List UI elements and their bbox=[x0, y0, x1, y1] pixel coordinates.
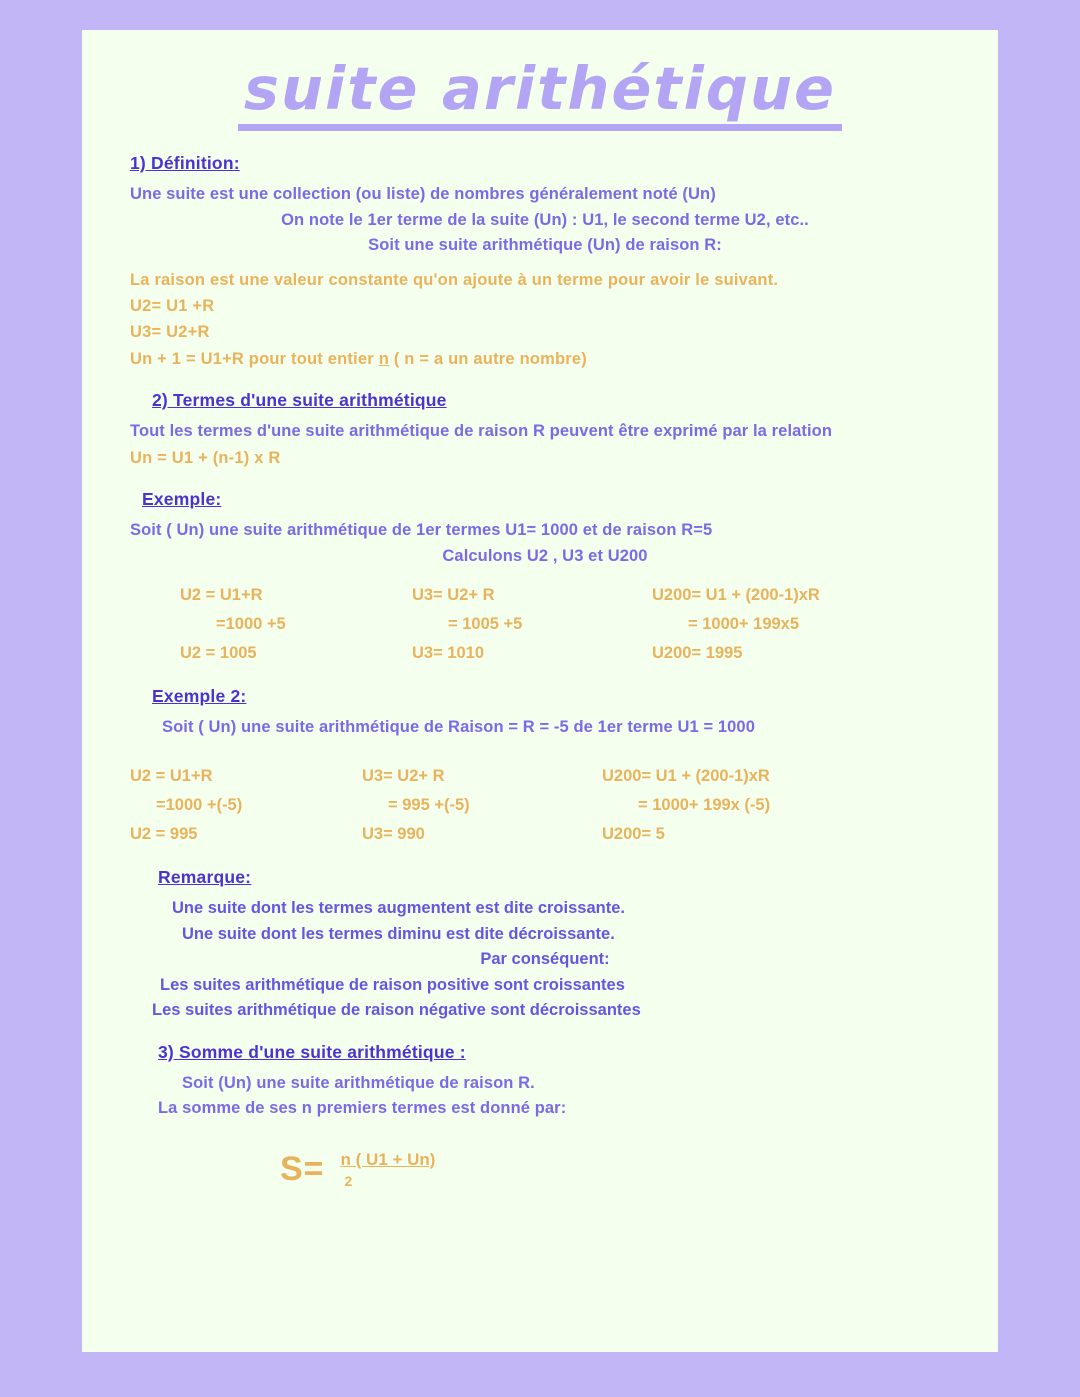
section-1-formula-un-part-a: Un + 1 = U1+R pour tout entier bbox=[130, 349, 379, 368]
remark-line-4: Les suites arithmétique de raison positive sont croissantes bbox=[160, 975, 625, 994]
example-2-col-u2 bbox=[130, 762, 362, 849]
example-1-u2-line-3: U2 = 1005 bbox=[180, 644, 257, 663]
example-2-line-1: Soit ( Un) une suite arithmétique de Raison = R = -5 de 1er terme U1 = 1000 bbox=[162, 717, 755, 736]
note-body bbox=[82, 153, 998, 1191]
example-2-u3-line-1: U3= U2+ R bbox=[362, 767, 445, 786]
example-1-col-u200 bbox=[652, 581, 820, 668]
section-1-line-3: Soit une suite arithmétique (Un) de raison R: bbox=[368, 236, 722, 255]
section-2-heading: 2) Termes d'une suite arithmétique bbox=[152, 390, 447, 411]
example-1-u2-line-1: U2 = U1+R bbox=[180, 586, 263, 605]
example-1-line-1: Soit ( Un) une suite arithmétique de 1er termes U1= 1000 et de raison R=5 bbox=[130, 521, 713, 540]
section-3-line-2: La somme de ses n premiers termes est donné par: bbox=[158, 1099, 567, 1118]
page-title: suite arithétique bbox=[238, 58, 842, 131]
example-1-line-2: Calculons U2 , U3 et U200 bbox=[442, 546, 648, 565]
section-1-formula-un-part-c: ( n = a un autre nombre) bbox=[388, 349, 587, 368]
example-1-u200-line-3: U200= 1995 bbox=[652, 644, 743, 663]
section-3-line-1: Soit (Un) une suite arithmétique de raison R. bbox=[182, 1073, 535, 1092]
example-2-u3-line-2: = 995 +(-5) bbox=[388, 796, 470, 815]
sum-formula-fraction bbox=[341, 1148, 436, 1191]
example-1-u3-line-3: U3= 1010 bbox=[412, 644, 485, 663]
sum-formula-denominator: 2 bbox=[344, 1172, 353, 1189]
example-2-col-u200 bbox=[602, 762, 770, 849]
example-2-u2-line-2: =1000 +(-5) bbox=[156, 796, 243, 815]
title-container bbox=[82, 30, 998, 131]
example-2-u200-line-2: = 1000+ 199x (-5) bbox=[638, 796, 771, 815]
example-2-u2-line-1: U2 = U1+R bbox=[130, 767, 213, 786]
section-1-formula-u2: U2= U1 +R bbox=[130, 297, 215, 316]
sum-formula-numerator: n ( U1 + Un) bbox=[340, 1150, 436, 1170]
section-1-line-2: On note le 1er terme de la suite (Un) : U1, le second terme U2, etc.. bbox=[281, 210, 809, 229]
example-1-col-u2 bbox=[130, 581, 412, 668]
sum-formula-label: S= bbox=[280, 1150, 325, 1189]
remark-line-3: Par conséquent: bbox=[480, 950, 610, 969]
example-2-columns bbox=[130, 762, 960, 849]
example-2-col-u3 bbox=[362, 762, 602, 849]
section-2-line-1: Tout les termes d'une suite arithmétique de raison R peuvent être exprimé par la relation bbox=[130, 422, 833, 441]
example-1-col-u3 bbox=[412, 581, 652, 668]
remark-line-1: Une suite dont les termes augmentent est dite croissante. bbox=[172, 899, 625, 918]
note-page bbox=[82, 30, 998, 1352]
remark-line-2: Une suite dont les termes diminu est dite décroissante. bbox=[182, 924, 615, 943]
example-1-u3-line-2: = 1005 +5 bbox=[448, 615, 523, 634]
example-1-u200-line-1: U200= U1 + (200-1)xR bbox=[652, 586, 820, 605]
example-1-u200-line-2: = 1000+ 199x5 bbox=[688, 615, 800, 634]
example-2-u200-line-3: U200= 5 bbox=[602, 825, 665, 844]
example-2-heading: Exemple 2: bbox=[152, 685, 247, 706]
sum-formula bbox=[130, 1148, 960, 1191]
example-1-u3-line-1: U3= U2+ R bbox=[412, 586, 495, 605]
example-1-heading: Exemple: bbox=[142, 489, 222, 510]
example-1-columns bbox=[130, 581, 960, 668]
remark-heading: Remarque: bbox=[158, 867, 252, 888]
example-2-u3-line-3: U3= 990 bbox=[362, 825, 425, 844]
section-1-formula-un bbox=[130, 346, 960, 372]
section-1-line-1: Une suite est une collection (ou liste) de nombres généralement noté (Un) bbox=[130, 184, 716, 203]
section-3-heading: 3) Somme d'une suite arithmétique : bbox=[158, 1041, 466, 1062]
section-1-line-4: La raison est une valeur constante qu'on ajoute à un terme pour avoir le suivant. bbox=[130, 270, 779, 289]
remark-line-5: Les suites arithmétique de raison négative sont décroissantes bbox=[152, 1001, 641, 1020]
section-2-formula: Un = U1 + (n-1) x R bbox=[130, 448, 281, 467]
section-1-formula-un-n: n bbox=[378, 349, 389, 368]
example-1-u2-line-2: =1000 +5 bbox=[216, 615, 286, 634]
example-2-u200-line-1: U200= U1 + (200-1)xR bbox=[602, 767, 770, 786]
section-1-heading: 1) Définition: bbox=[130, 152, 240, 173]
section-1-formula-u3: U3= U2+R bbox=[130, 323, 210, 342]
example-2-u2-line-3: U2 = 995 bbox=[130, 825, 198, 844]
